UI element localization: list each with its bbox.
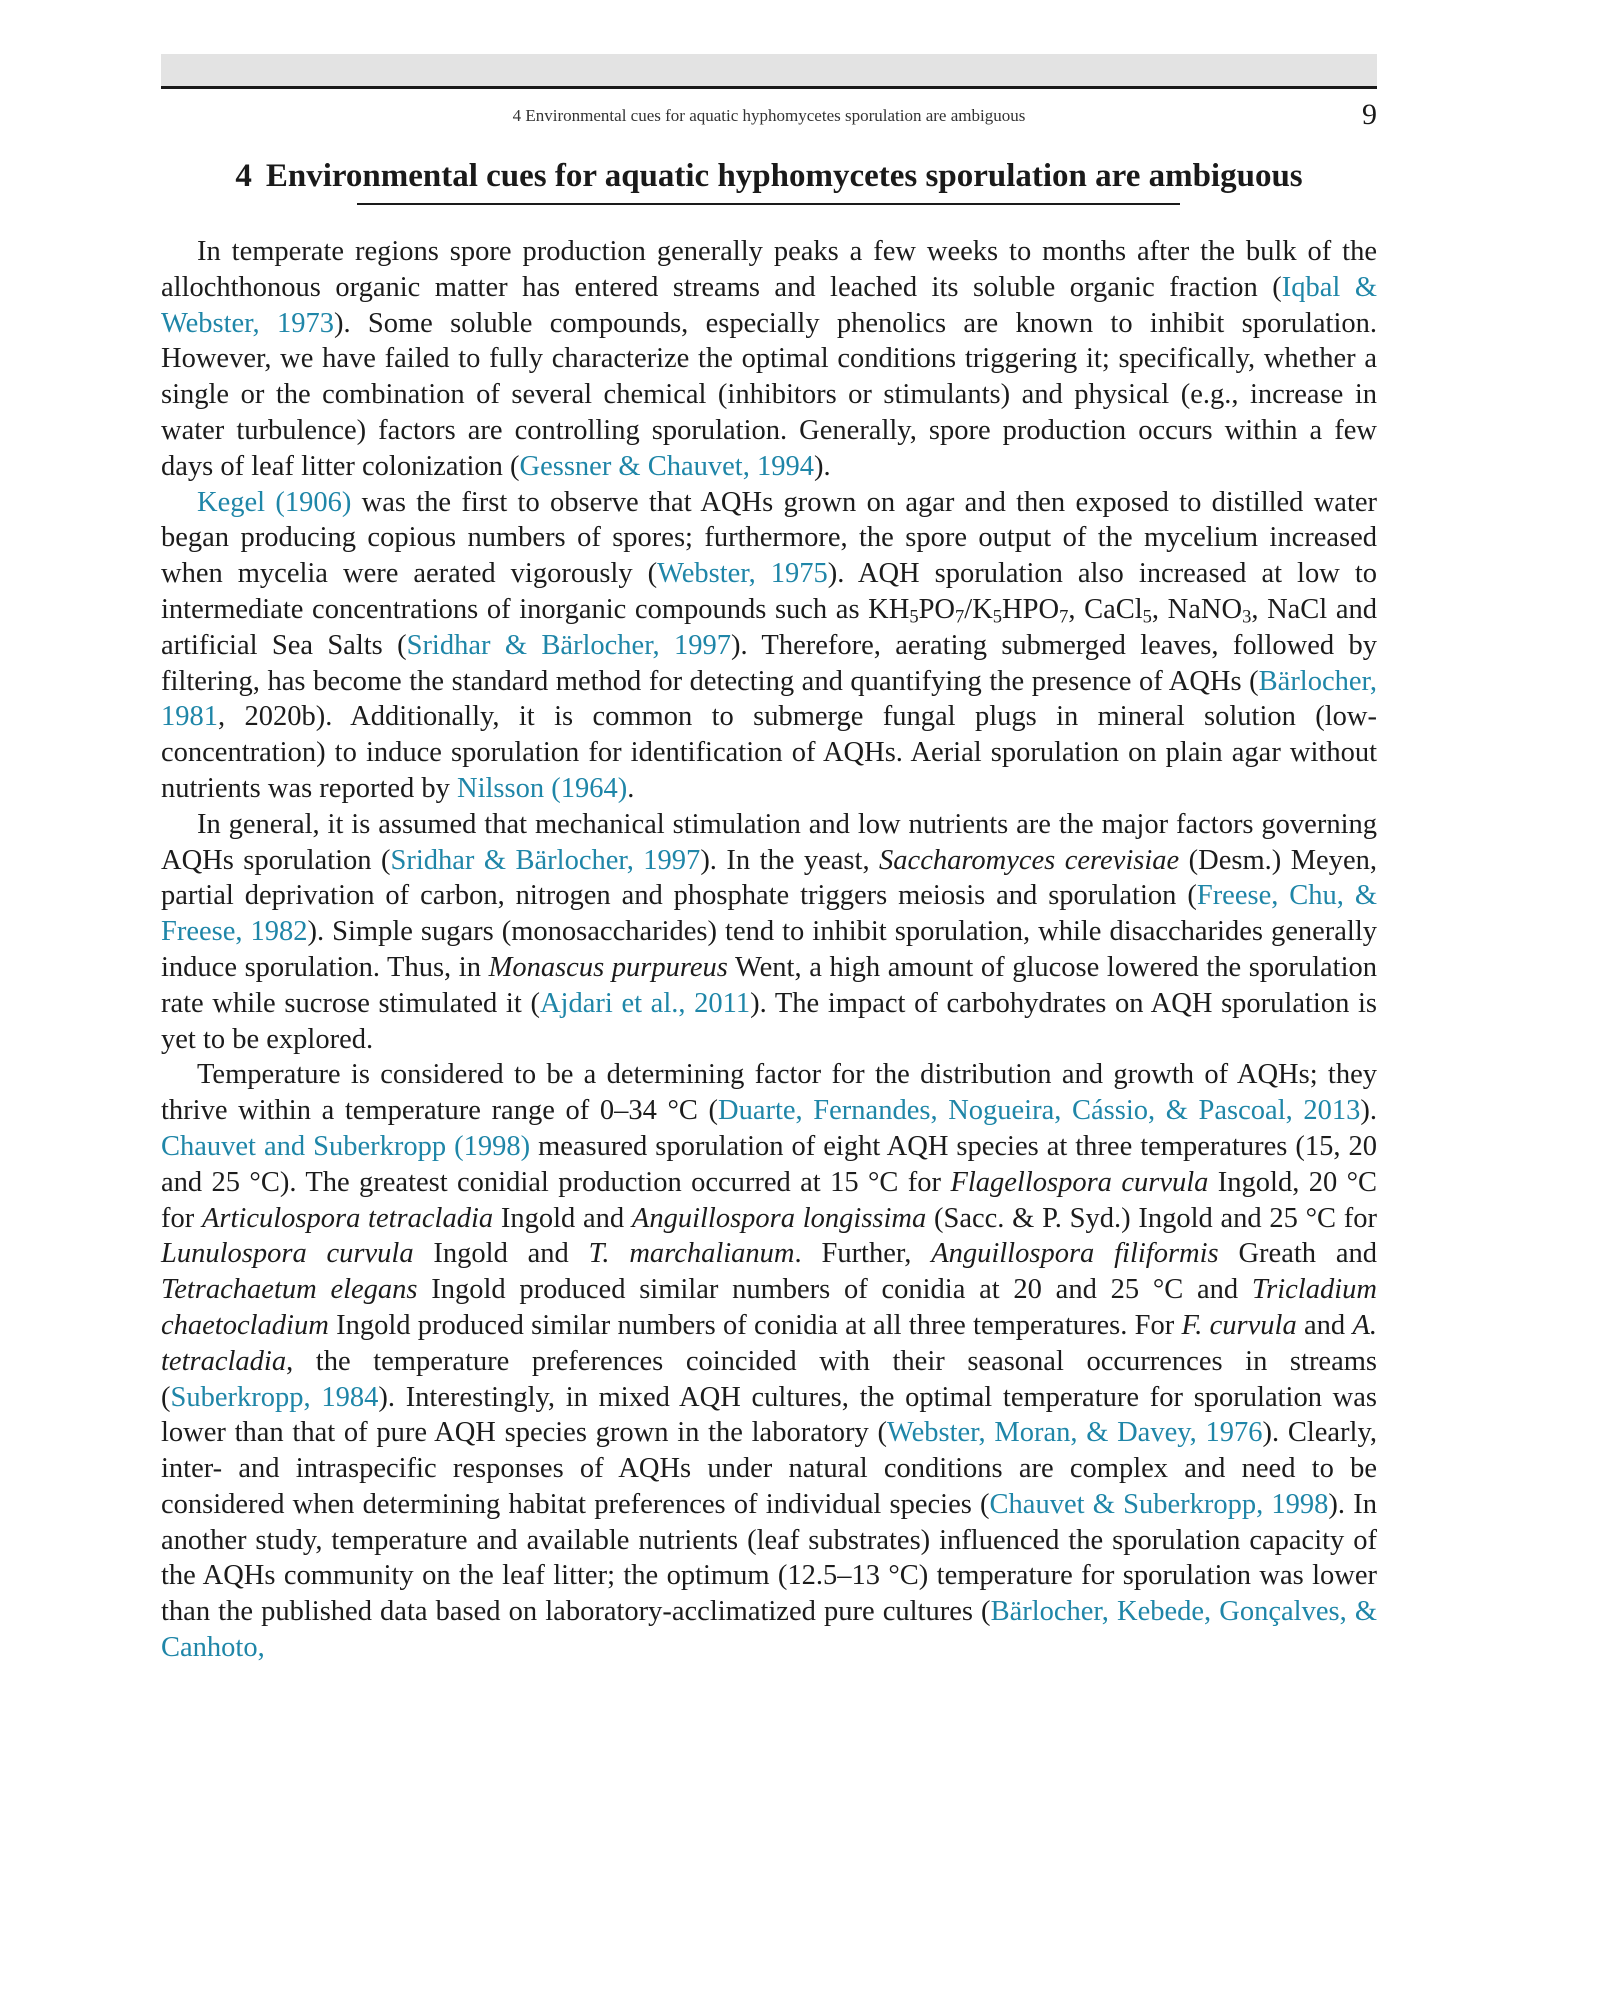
citation-link[interactable]: Bärlocher, Kebede, Gonçalves, & Canhoto, bbox=[161, 1596, 1377, 1664]
species-name: Anguillospora filiformis bbox=[931, 1238, 1219, 1270]
citation-link[interactable]: Freese, Chu, & Freese, 1982 bbox=[161, 880, 1377, 948]
page-number: 9 bbox=[1362, 98, 1377, 131]
species-name: Anguillospora longissima bbox=[631, 1202, 927, 1234]
header-band bbox=[161, 54, 1377, 86]
citation-link[interactable]: Sridhar & Bärlocher, 1997 bbox=[390, 844, 701, 876]
citation-link[interactable]: Suberkropp, 1984 bbox=[170, 1381, 379, 1413]
paragraph-2: Kegel (1906) was the first to observe that AQHs grown on agar and then exposed to distilled water began producing copious numbers of spores; furthermore, the spore output of the mycelium increased when mycelia were aerated vigorously (Webster, 1975). AQH sporulation also increased at low to intermediate concentrations of inorganic compounds such as $KH_5PO_7/K_5HPO_7$, CaCl$_5$, NaNO$_3$, NaCl and artificial Sea Salts (Sridhar & Bärlocher, 1997). Therefore, aerating submerged leaves, followed by filtering, has become the standard method for detecting and quantifying the presence of AQHs (Bärlocher, 1981, 2020b). Additionally, it is common to submerge fungal plugs in mineral solution (low-concentration) to induce sporulation for identification of AQHs. Aerial sporulation on plain agar without nutrients was reported by Nilsson (1964). bbox=[161, 486, 1378, 804]
species-name: Tetrachaetum elegans bbox=[161, 1274, 418, 1306]
species-name: F. curvula bbox=[1181, 1309, 1297, 1341]
body-text bbox=[161, 234, 1377, 1666]
citation-link[interactable]: Ajdari et al., 2011 bbox=[539, 987, 751, 1019]
citation-link[interactable]: Webster, Moran, & Davey, 1976 bbox=[886, 1417, 1263, 1449]
heading-underline bbox=[357, 203, 1180, 205]
species-name: Monascus purpureus bbox=[488, 951, 728, 983]
citation-link[interactable]: Sridhar & Bärlocher, 1997 bbox=[406, 629, 731, 661]
running-head: 4 Environmental cues for aquatic hyphomycetes sporulation are ambiguous bbox=[512, 106, 1026, 125]
header-rule bbox=[161, 86, 1377, 89]
species-name: A. tetracladia bbox=[161, 1309, 1378, 1377]
citation-link[interactable]: Duarte, Fernandes, Nogueira, Cássio, & Pascoal, 2013 bbox=[718, 1095, 1361, 1127]
citation-link[interactable]: Bärlocher, 1981 bbox=[161, 665, 1377, 733]
species-name: Lunulospora curvula bbox=[161, 1238, 414, 1270]
section-title: Environmental cues for aquatic hyphomycetes sporulation are ambiguous bbox=[265, 158, 1303, 194]
species-name: Tricladium chaetocladium bbox=[161, 1274, 1377, 1341]
citation-link[interactable]: Kegel (1906) bbox=[197, 486, 352, 518]
species-name: Flagellospora curvula bbox=[950, 1166, 1209, 1198]
citation-link[interactable]: Gessner & Chauvet, 1994 bbox=[519, 450, 814, 482]
paragraph-3: In general, it is assumed that mechanical stimulation and low nutrients are the major factors governing AQHs sporulation (Sridhar & Bärlocher, 1997). In the yeast, Saccharomyces cerevisiae (Desm.) Meyen, partial deprivation of carbon, nitrogen and phosphate triggers meiosis and sporulation (Freese, Chu, & Freese, 1982). Simple sugars (monosaccharides) tend to inhibit sporulation, while disaccharides generally induce sporulation. Thus, in Monascus purpureus Went, a high amount of glucose lowered the sporulation rate while sucrose stimulated it (Ajdari et al., 2011). The impact of carbohydrates on AQH sporulation is yet to be explored. bbox=[161, 808, 1378, 1055]
species-name: Articulospora tetracladia bbox=[201, 1202, 494, 1234]
citation-link[interactable]: Chauvet and Suberkropp (1998) bbox=[161, 1130, 531, 1162]
citation-link[interactable]: Chauvet & Suberkropp, 1998 bbox=[989, 1488, 1329, 1520]
citation-link[interactable]: Nilsson (1964) bbox=[457, 772, 628, 804]
section-number: 4 bbox=[235, 158, 252, 194]
section-heading bbox=[161, 158, 1377, 206]
citation-link[interactable]: Webster, 1975 bbox=[657, 558, 828, 590]
citation-link[interactable]: Iqbal & Webster, 1973 bbox=[161, 271, 1378, 339]
species-name: Saccharomyces cerevisiae bbox=[879, 844, 1180, 876]
paragraph-4: Temperature is considered to be a determining factor for the distribution and growth of AQHs; they thrive within a temperature range of 0–34 °C (Duarte, Fernandes, Nogueira, Cássio, & Pascoal, 2013). Chauvet and Suberkropp (1998) measured sporulation of eight AQH species at three temperatures (15, 20 and 25 °C). The greatest conidial production occurred at 15 °C for Flagellospora curvula Ingold, 20 °C for Articulospora tetracladia Ingold and Anguillospora longissima (Sacc. & P. Syd.) Ingold and 25 °C for Lunulospora curvula Ingold and T. marchalianum. Further, Anguillospora filiformis Greath and Tetrachaetum elegans Ingold produced similar numbers of conidia at 20 and 25 °C and Tricladium chaetocladium Ingold produced similar numbers of conidia at all three temperatures. For F. curvula and A. tetracladia, the temperature preferences coincided with their seasonal occurrences in streams (Suberkropp, 1984). Interestingly, in mixed AQH cultures, the optimal temperature for sporulation was lower than that of pure AQH species grown in the laboratory (Webster, Moran, & Davey, 1976). Clearly, inter- and intraspecific responses of AQHs under natural conditions are complex and need to be considered when determining habitat preferences of individual species (Chauvet & Suberkropp, 1998). In another study, temperature and available nutrients (leaf substrates) influenced the sporulation capacity of the AQHs community on the leaf litter; the optimum (12.5–13 °C) temperature for sporulation was lower than the published data based on laboratory-acclimatized pure cultures (Bärlocher, Kebede, Gonçalves, & Canhoto, bbox=[161, 1059, 1378, 1664]
species-name: T. marchalianum bbox=[588, 1238, 795, 1270]
paragraph-1: In temperate regions spore production generally peaks a few weeks to months after the bulk of the allochthonous organic matter has entered streams and leached its soluble organic fraction (Iqbal & Webster, 1973). Some soluble compounds, especially phenolics are known to inhibit sporulation. However, we have failed to fully characterize the optimal conditions triggering it; specifically, whether a single or the combination of several chemical (inhibitors or stimulants) and physical (e.g., increase in water turbulence) factors are controlling sporulation. Generally, spore production occurs within a few days of leaf litter colonization (Gessner & Chauvet, 1994). bbox=[161, 236, 1378, 482]
